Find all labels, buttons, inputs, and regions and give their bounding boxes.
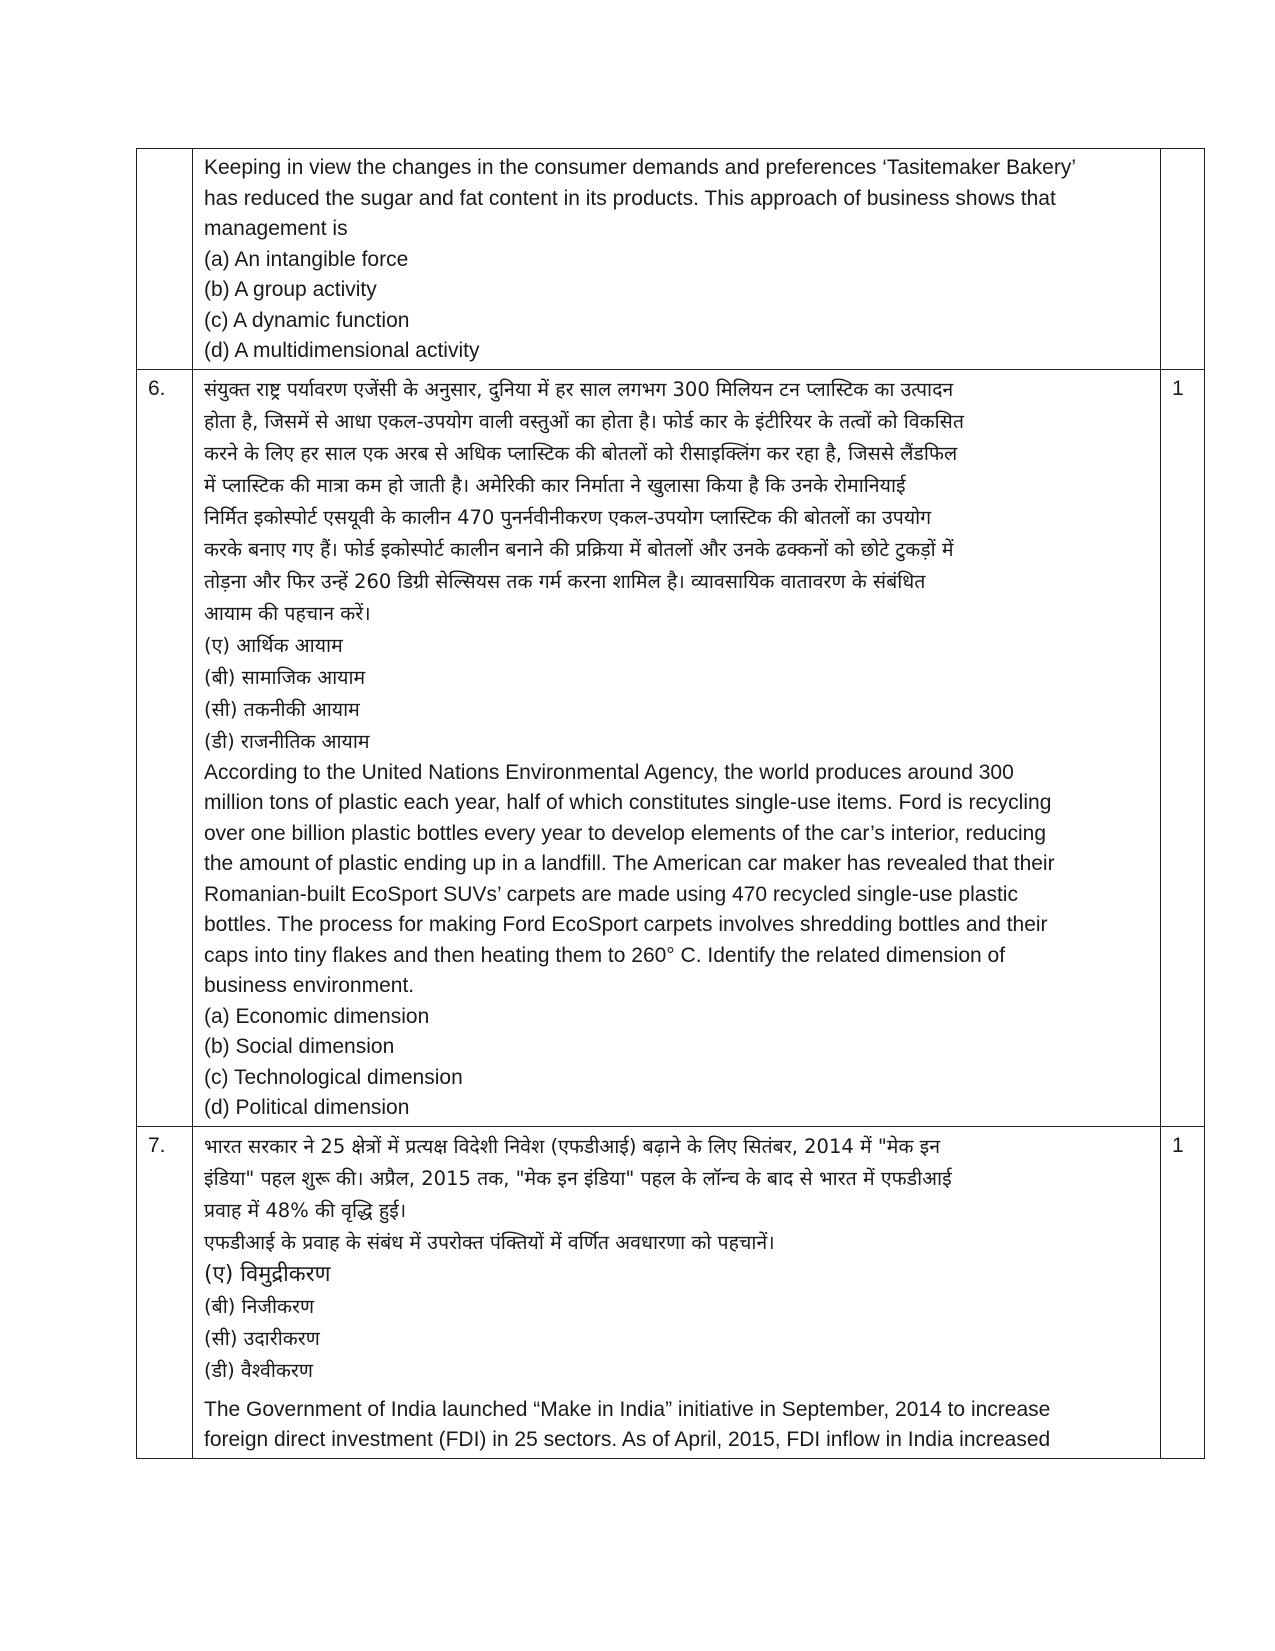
hindi-option-c: (सी) उदारीकरण	[204, 1326, 320, 1350]
hindi-line: इंडिया" पहल शुरू की। अप्रैल, 2015 तक, "मेक इन इंडिया" पहल के लॉन्च के बाद से भारत में एफडीआई	[204, 1166, 952, 1190]
hindi-line: करने के लिए हर साल एक अरब से अधिक प्लास्टिक की बोतलों को रीसाइक्लिंग कर रहा है, जिससे लैंडफिल	[204, 441, 958, 465]
option-c: (c) A dynamic function	[204, 308, 410, 332]
question-number: 7.	[137, 1126, 193, 1458]
hindi-line: एफडीआई के प्रवाह के संबंध में उपरोक्त पंक्तियों में वर्णित अवधारणा को पहचानें।	[204, 1230, 775, 1254]
question-text-line: Keeping in view the changes in the consumer demands and preferences ‘Tasitemaker Bakery’	[204, 156, 1076, 179]
english-line: According to the United Nations Environmental Agency, the world produces around 300	[204, 760, 1014, 784]
hindi-option-b: (बी) निजीकरण	[204, 1294, 315, 1318]
hindi-line: प्रवाह में 48% की वृद्धि हुई।	[204, 1198, 407, 1222]
paragraph-spacer	[204, 1387, 1150, 1395]
hindi-line: भारत सरकार ने 25 क्षेत्रों में प्रत्यक्ष विदेशी निवेश (एफडीआई) बढ़ाने के लिए सितंबर, 2014 में "मेक इन	[204, 1134, 941, 1158]
hindi-line: करके बनाए गए हैं। फोर्ड इकोस्पोर्ट कालीन बनाने की प्रक्रिया में बोतलों और उनके ढक्कनों को छोटे टुकड़ों में	[204, 537, 954, 561]
question-text-line: has reduced the sugar and fat content in its products. This approach of business shows that	[204, 186, 1056, 210]
hindi-line: आयाम की पहचान करें।	[204, 601, 371, 625]
english-line: the amount of plastic ending up in a landfill. The American car maker has revealed that their	[204, 852, 1055, 875]
hindi-line: होता है, जिसमें से आधा एकल-उपयोग वाली वस्तुओं का होता है। फोर्ड कार के इंटीरियर के तत्वों को विकसित	[204, 409, 964, 433]
english-line: million tons of plastic each year, half of which constitutes single-use items. Ford is recycling	[204, 791, 1052, 814]
question-row-5-continued	[137, 149, 1205, 370]
hindi-option-c: (सी) तकनीकी आयाम	[204, 697, 360, 721]
hindi-option-d: (डी) राजनीतिक आयाम	[204, 729, 370, 753]
question-table	[136, 148, 1205, 1459]
english-line: caps into tiny flakes and then heating them to 260° C. Identify the related dimension of	[204, 943, 1006, 967]
hindi-option-a: (ए) विमुद्रीकरण	[204, 1261, 331, 1287]
option-c: (c) Technological dimension	[204, 1065, 463, 1089]
hindi-line: में प्लास्टिक की मात्रा कम हो जाती है। अमेरिकी कार निर्माता ने खुलासा किया है कि उनके रोमानियाई	[204, 473, 906, 497]
english-line: foreign direct investment (FDI) in 25 sectors. As of April, 2015, FDI inflow in India increased	[204, 1428, 1051, 1451]
hindi-line: तोड़ना और फिर उन्हें 260 डिग्री सेल्सियस तक गर्म करना शामिल है। व्यावसायिक वातावरण के संबंधित	[204, 569, 926, 593]
option-d: (d) Political dimension	[204, 1096, 410, 1119]
hindi-line: संयुक्त राष्ट्र पर्यावरण एजेंसी के अनुसार, दुनिया में हर साल लगभग 300 मिलियन टन प्लास्टिक का उत्पादन	[204, 377, 954, 401]
question-body	[193, 369, 1161, 1126]
hindi-line: निर्मित इकोस्पोर्ट एसयूवी के कालीन 470 पुनर्नवीनीकरण एकल-उपयोग प्लास्टिक की बोतलों का उपयोग	[204, 505, 932, 529]
question-marks	[1161, 149, 1205, 370]
question-text-line: management is	[204, 217, 348, 240]
question-number: 6.	[137, 369, 193, 1126]
english-line: bottles. The process for making Ford EcoSport carpets involves shredding bottles and their	[204, 913, 1048, 936]
question-row-7	[137, 1126, 1205, 1458]
option-d: (d) A multidimensional activity	[204, 339, 480, 362]
hindi-text	[204, 374, 1150, 758]
option-b: (b) A group activity	[204, 278, 377, 301]
english-line: over one billion plastic bottles every year to develop elements of the car’s interior, reducing	[204, 821, 1047, 845]
option-b: (b) Social dimension	[204, 1035, 395, 1058]
option-a: (a) An intangible force	[204, 247, 409, 271]
question-body	[193, 1126, 1161, 1458]
english-line: Romanian-built EcoSport SUVs’ carpets are made using 470 recycled single-use plastic	[204, 882, 1018, 906]
question-body	[193, 149, 1161, 370]
question-marks: 1	[1161, 369, 1205, 1126]
english-line: business environment.	[204, 974, 415, 997]
option-a: (a) Economic dimension	[204, 1004, 430, 1028]
hindi-option-b: (बी) सामाजिक आयाम	[204, 665, 366, 689]
english-text	[204, 1395, 1150, 1456]
english-line: The Government of India launched “Make in India” initiative in September, 2014 to increase	[204, 1397, 1051, 1421]
english-text	[204, 758, 1150, 1124]
question-row-6	[137, 369, 1205, 1126]
hindi-option-d: (डी) वैश्वीकरण	[204, 1358, 313, 1382]
hindi-text	[204, 1131, 1150, 1387]
question-number	[137, 149, 193, 370]
question-marks: 1	[1161, 1126, 1205, 1458]
hindi-option-a: (ए) आर्थिक आयाम	[204, 633, 343, 657]
